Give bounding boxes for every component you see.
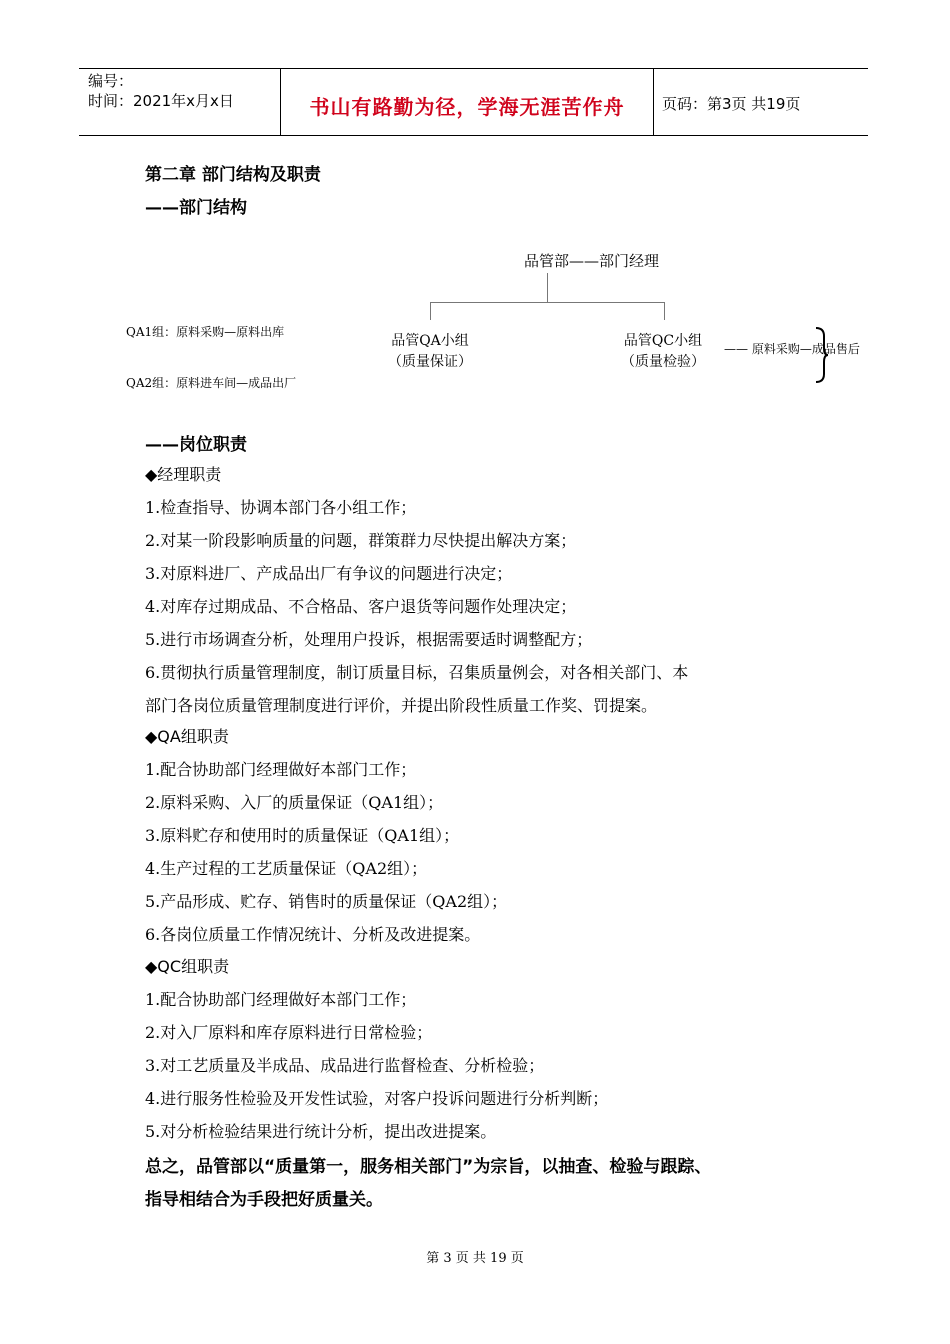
- manager-duties-heading: ◆经理职责: [145, 465, 222, 484]
- header-divider-1: [280, 68, 281, 136]
- qa-duty-line: 2.原料采购、入厂的质量保证（QA1组）；: [145, 793, 444, 812]
- qc-duty-line: 3.对工艺质量及半成品、成品进行监督检查、分析检验；: [145, 1056, 545, 1075]
- header-top-border: [79, 68, 868, 69]
- right-brace-icon: [812, 326, 830, 384]
- org-connector-vertical: [547, 273, 548, 303]
- manager-duty-line: 6.贯彻执行质量管理制度，制订质量目标，召集质量例会，对各相关部门、本: [145, 663, 689, 682]
- qa-duty-line: 4.生产过程的工艺质量保证（QA2组）；: [145, 859, 428, 878]
- qc-duties-heading: ◆QC组职责: [145, 957, 230, 976]
- qa-duty-line: 5.产品形成、贮存、销售时的质量保证（QA2组）；: [145, 892, 508, 911]
- manager-duty-line: 4.对库存过期成品、不合格品、客户退货等问题作处理决定；: [145, 597, 577, 616]
- org-qa-node: [365, 331, 495, 373]
- org-qa-node-subtitle: （质量保证）: [388, 354, 472, 370]
- org-connector-left: [430, 302, 431, 320]
- qc-duty-line: 2.对入厂原料和库存原料进行日常检验；: [145, 1023, 433, 1042]
- org-top-node: 品管部——部门经理: [524, 252, 660, 270]
- qa-duties-heading: ◆QA组职责: [145, 727, 229, 746]
- org-qc-node-subtitle: （质量检验）: [621, 354, 705, 370]
- org-qc-scope-label: —— 原料采购—成品售后: [724, 342, 860, 356]
- header-page-info: 页码：第3页 共19页: [662, 95, 801, 113]
- manager-duty-line: 2.对某一阶段影响质量的问题，群策群力尽快提出解决方案；: [145, 531, 577, 550]
- summary-line: 指导相结合为手段把好质量关。: [145, 1190, 383, 1210]
- manager-duty-line: 1.检查指导、协调本部门各小组工作；: [145, 498, 417, 517]
- qa-duty-line: 1.配合协助部门经理做好本部门工作；: [145, 760, 417, 779]
- org-qa2-label: QA2组：原料进车间—成品出厂: [126, 376, 297, 390]
- qa-duty-line: 6.各岗位质量工作情况统计、分析及改进提案。: [145, 925, 481, 944]
- org-qc-node-title: 品管QC小组: [623, 333, 703, 349]
- header-motto: 书山有路勤为径，学海无涯苦作舟: [309, 95, 625, 119]
- manager-duty-line: 部门各岗位质量管理制度进行评价，并提出阶段性质量工作奖、罚提案。: [145, 696, 658, 715]
- header-bottom-border: [79, 135, 868, 136]
- page-footer: 第 3 页 共 19 页: [426, 1251, 524, 1266]
- qc-duty-line: 1.配合协助部门经理做好本部门工作；: [145, 990, 417, 1009]
- manager-duty-line: 5.进行市场调查分析，处理用户投诉，根据需要适时调整配方；: [145, 630, 593, 649]
- org-connector-right: [664, 302, 665, 320]
- manager-duty-line: 3.对原料进厂、产成品出厂有争议的问题进行决定；: [145, 564, 513, 583]
- section-duties-heading: ——岗位职责: [145, 435, 247, 455]
- document-date-label: 时间：2021年x月x日: [88, 92, 234, 110]
- org-qa1-label: QA1组：原料采购—原料出库: [126, 325, 285, 339]
- section-structure-heading: ——部门结构: [145, 198, 247, 218]
- summary-line: 总之，品管部以“质量第一，服务相关部门”为宗旨，以抽查、检验与跟踪、: [145, 1157, 712, 1177]
- chapter-title: 第二章 部门结构及职责: [145, 165, 321, 185]
- document-number-label: 编号：: [88, 72, 134, 90]
- qa-duty-line: 3.原料贮存和使用时的质量保证（QA1组）；: [145, 826, 460, 845]
- header-divider-2: [653, 68, 654, 136]
- org-connector-horizontal: [430, 302, 665, 303]
- org-qc-node: [598, 331, 728, 373]
- org-qa-node-title: 品管QA小组: [391, 333, 469, 349]
- qc-duty-line: 4.进行服务性检验及开发性试验，对客户投诉问题进行分析判断；: [145, 1089, 609, 1108]
- qc-duty-line: 5.对分析检验结果进行统计分析，提出改进提案。: [145, 1122, 497, 1141]
